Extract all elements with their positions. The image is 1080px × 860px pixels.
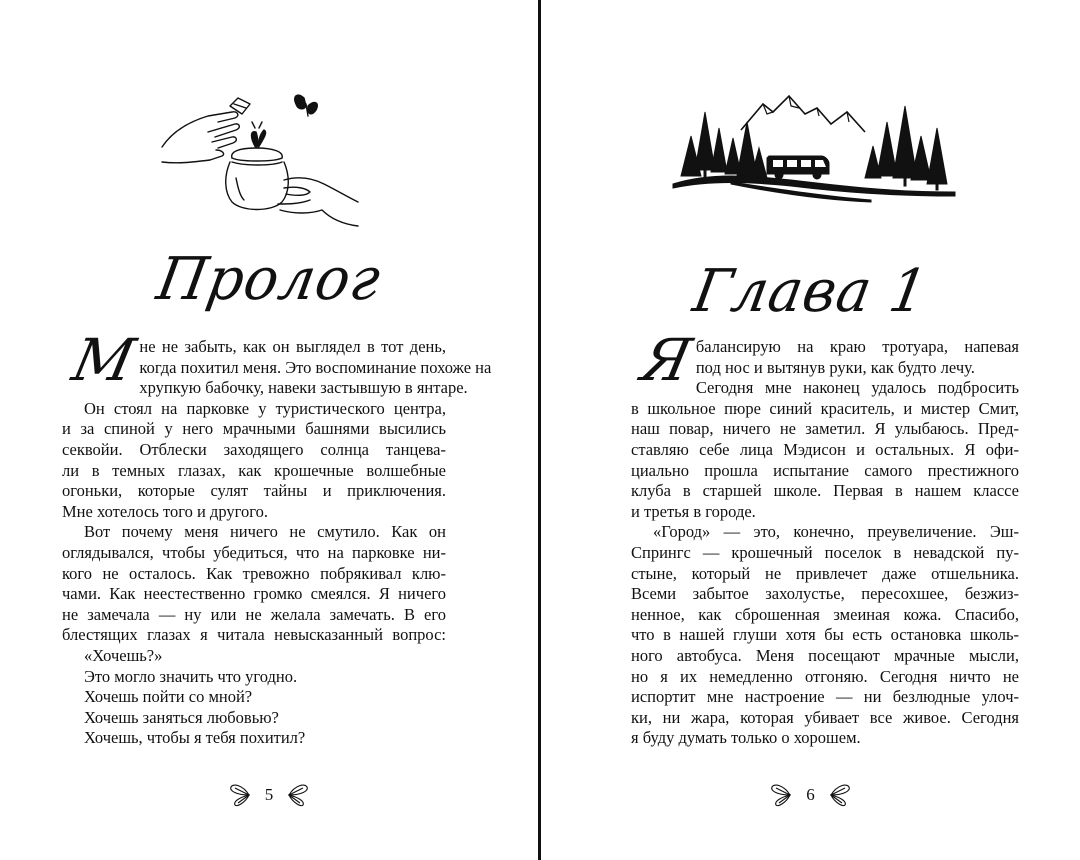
right-line-18: ки, ни жара, которая убивает все живое. Сегодня	[631, 707, 1019, 727]
left-line-12: чами. Как неестественно громко смеялся. Я ничего	[62, 584, 446, 604]
right-line-1: под нос и вытянув руки, как будто лечу.	[695, 357, 975, 377]
left-line-1: когда похитил меня. Это воспоминание похоже на	[139, 357, 492, 377]
left-line-14: блестящих глазах я читала невысказанный вопрос:	[62, 625, 446, 645]
right-line-12: Всеми забытое захолустье, пересохшее, безжиз-	[631, 584, 1019, 604]
right-page-text	[631, 326, 1019, 749]
right-line-15: ного автобуса. Меня посещают мрачные мысли,	[631, 645, 1019, 665]
left-line-7: огоньки, которые сулят тайны и приключения.	[62, 481, 446, 501]
right-line-0: балансирую на краю тротуара, напевая	[695, 337, 1019, 356]
left-line-5: секвойи. Отблески заходящего солнца танцева-	[62, 439, 446, 459]
left-line-2: хрупкую бабочку, навеки застывшую в янтаре.	[139, 378, 468, 398]
left-line-8: Мне хотелось того и другого.	[62, 501, 268, 521]
right-line-5: ставляю себе лица Мэдисон и остальных. Я офи-	[631, 439, 1019, 459]
left-line-4: и за спиной у него мрачными башнями высились	[62, 419, 446, 439]
right-line-2: Сегодня мне наконец удалось подбросить	[695, 378, 1019, 398]
left-line-13: не замечала — ну или не желала замечать. В его	[62, 604, 446, 624]
right-line-17: испортит мне настроение — ни безлюдные улоч-	[631, 687, 1019, 707]
right-line-8: и третья в городе.	[631, 501, 756, 521]
right-page-number: 6	[806, 785, 815, 804]
left-line-15: «Хочешь?»	[84, 645, 163, 665]
right-line-16: но я их немедленно отгоняю. Сегодня ничто не	[631, 666, 1019, 686]
left-line-3: Он стоял на парковке у туристического центра,	[84, 398, 446, 418]
left-page-number: 5	[264, 785, 274, 804]
butterfly-wing-right-icon	[287, 783, 309, 807]
chapter-heading: Глава 1	[688, 257, 933, 326]
left-page-text	[62, 326, 492, 749]
left-line-11: кого не осталось. Как тревожно побрякивал клю-	[62, 563, 446, 583]
left-line-18: Хочешь заняться любовью?	[84, 707, 279, 727]
butterfly-wing-left-icon	[229, 783, 251, 807]
right-drop-cap: Я	[635, 326, 698, 394]
left-line-16: Это могло значить что угодно.	[84, 666, 298, 686]
right-line-11: стыне, который не привлечет даже отшельника.	[631, 563, 1019, 583]
right-line-14: что в нашей глуши хотя бы есть остановка школь-	[631, 625, 1019, 645]
left-page	[0, 0, 538, 860]
right-line-7: клуба в старшей школе. Первая в нашем классе	[631, 481, 1019, 501]
left-line-6: ли в темных глазах, как крошечные волшебные	[62, 460, 446, 480]
right-line-3: в школьное пюре синий краситель, и мистер Смит,	[631, 398, 1019, 418]
left-line-0: не не забыть, как он выглядел в тот день,	[139, 337, 446, 356]
right-line-9: «Город» — это, конечно, преувеличение. Эш-	[653, 522, 1019, 542]
right-line-19: я буду думать только о хорошем.	[631, 728, 861, 748]
left-page-footer	[0, 780, 538, 810]
right-line-13: ненное, как сброшенная змеиная кожа. Спасибо,	[631, 604, 1019, 624]
butterfly-wing-right-icon	[829, 783, 851, 807]
right-page-footer	[541, 780, 1080, 810]
right-page	[541, 0, 1080, 860]
left-line-10: оглядывался, чтобы убедиться, что на парковке ни-	[62, 542, 446, 562]
left-line-19: Хочешь, чтобы я тебя похитил?	[84, 728, 306, 748]
right-line-4: наш повар, ничего не заметил. Я улыбаюсь. Пред-	[631, 419, 1019, 439]
left-line-17: Хочешь пойти со мной?	[84, 687, 253, 707]
hands-jar-butterfly-illustration	[160, 92, 360, 232]
right-line-10: Спрингс — крошечный поселок в невадской пу-	[631, 542, 1019, 562]
left-drop-cap: М	[66, 326, 141, 394]
prologue-heading: Пролог	[152, 245, 387, 314]
right-line-6: циально прошла испытание самого престижного	[631, 460, 1019, 480]
mountains-forest-van-illustration	[671, 92, 957, 204]
left-line-9: Вот почему меня ничего не смутило. Как он	[84, 522, 446, 542]
butterfly-wing-left-icon	[770, 783, 792, 807]
